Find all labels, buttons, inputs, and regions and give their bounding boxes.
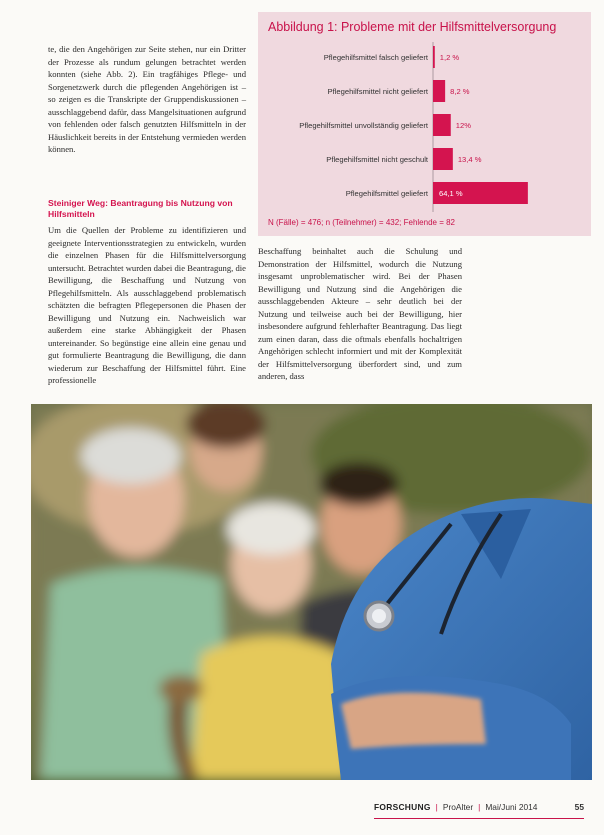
chart-note: N (Fälle) = 476; n (Teilnehmer) = 432; Fehlende = 82 (268, 218, 455, 227)
bar-chart (258, 12, 591, 236)
chart-category-label: Pflegehilfsmittel unvollständig geliefert (299, 121, 428, 130)
article-photo (31, 404, 592, 780)
section-subheading: Steiniger Weg: Beantragung bis Nutzung von Hilfsmitteln (48, 198, 233, 219)
right-column-text: Beschaffung beinhaltet auch die Schulung und Demonstration der Hilfsmittel, wodurch die Nutzung insgesamt unproblematischer wird. Bei der Phasen Bewilligung und Nutzung sind die Angehörigen die ausschlaggebenden Akteure – sehr deutlich bei der Nutzung und teilweise auch bei der Bewilligung, hier insbesondere aufgrund fehlerhafter Beantragung. Das liegt zum einen daran, dass die oftmals ebenfalls hochaltrigen Angehörigen schlecht informiert und mit der Komplexität der Hilfsmittelversorgung überfordert sind, und zum anderen, dass (258, 246, 462, 381)
footer-issue: Mai/Juni 2014 (485, 802, 538, 812)
chart-value-label: 1,2 % (439, 53, 460, 62)
chart-bar (433, 148, 453, 170)
left-column-paragraph (48, 224, 246, 387)
footer-separator: | (478, 802, 481, 812)
chart-category-label: Pflegehilfsmittel geliefert (345, 189, 428, 198)
chart-value-label: 8,2 % (450, 87, 470, 96)
intro-paragraph (48, 43, 246, 156)
chart-title: Abbildung 1: Probleme mit der Hilfsmittelversorgung (268, 20, 557, 34)
chart-bar (433, 80, 445, 102)
right-column-paragraph (258, 245, 462, 383)
footer-rule (374, 818, 584, 819)
footer-magazine: ProAlter (442, 802, 474, 812)
footer-section: FORSCHUNG (374, 802, 431, 812)
chart-value-label: 12% (455, 121, 471, 130)
photo-illustration (31, 404, 592, 780)
chart-category-label: Pflegehilfsmittel falsch geliefert (323, 53, 428, 62)
chart-category-label: Pflegehilfsmittel nicht geschult (326, 155, 428, 164)
chart-category-label: Pflegehilfsmittel nicht geliefert (327, 87, 428, 96)
chart-bar (433, 46, 435, 68)
chart-bar (433, 114, 451, 136)
page-footer (374, 802, 584, 812)
chart-figure (258, 12, 591, 236)
page-number: 55 (574, 802, 584, 812)
footer-separator: | (435, 802, 438, 812)
intro-text: te, die den Angehörigen zur Seite stehen, nur ein Dritter der Prozesse als rundum gelungen betrachtet werden konnten (siehe Abb. 2). Ein tragfähiges Pflege- und Sorgenetzwerk durch die pflegenden Angehörigen ist – so zeigen es die Transkripte der Gruppendiskussionen – ausschlaggebend dafür, dass Mangelsituationen aufgrund von fehlenden oder falsch genutzten Hilfsmitteln in der Häuslichkeit bereits in der Entstehung vermieden werden können. (48, 44, 246, 154)
chart-value-label: 64,1 % (439, 189, 463, 198)
left-column-text: Um die Quellen der Probleme zu identifizieren und geeignete Interventionsstrategien zu entwickeln, wurden die einzelnen Phasen für die Hilfsmittelversorgung untersucht. Betrachtet wurden dabei die Beantragung, die Bewilligung, die Beschaffung und Nutzung von Pflegehilfsmitteln. Als ausschlaggebend problematisch schätzten die befragten Pflegepersonen die Phasen der Bewilligung und Nutzung ein. Nachweislich war außerdem eine starke Abhängigkeit der Phasen untereinander. So begünstige eine allein eine genau und gut formulierte Beantragung die Bewilligung, die dann wiederum zur Beschaffung der Hilfsmittel führt. Eine professionelle (48, 225, 246, 385)
chart-value-label: 13,4 % (457, 155, 482, 164)
